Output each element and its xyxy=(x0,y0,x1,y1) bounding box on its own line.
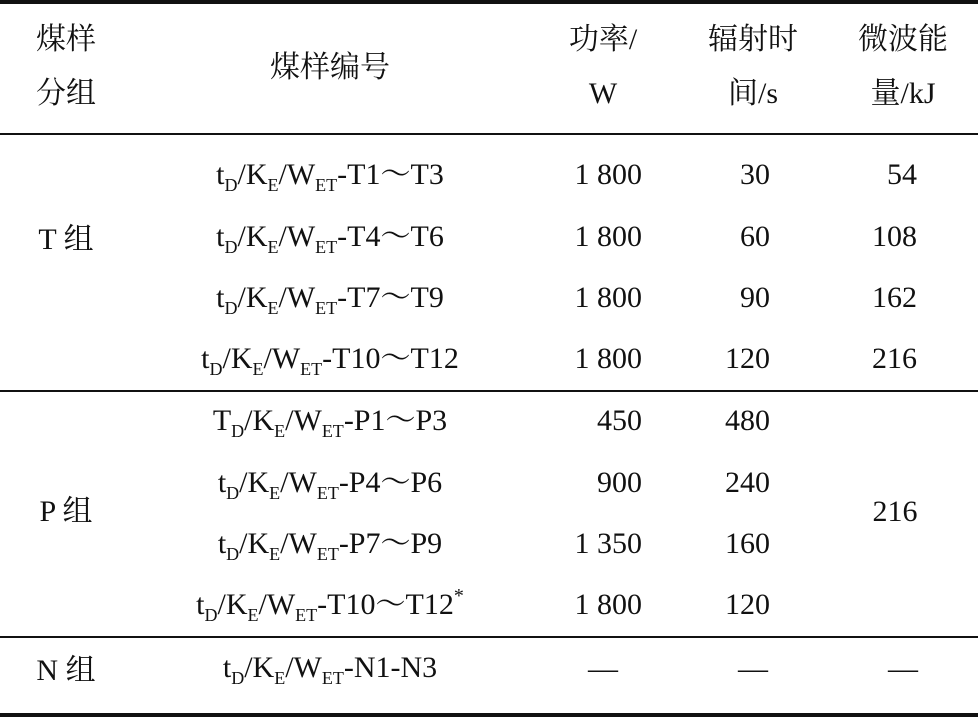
time-value: 60 xyxy=(740,220,770,253)
sample-code: $t_D/K_E/W_{ET}-N1-N3$ xyxy=(222,651,438,688)
power-value: 1 800 xyxy=(574,342,642,375)
header-line: 辐射时 xyxy=(708,23,798,56)
power-value: 1 800 xyxy=(574,281,642,314)
power-value: 1 800 xyxy=(574,220,642,253)
header-label: 煤样编号 xyxy=(270,51,390,84)
energy-value: 162 xyxy=(872,281,917,314)
header-line: 功率/ xyxy=(568,23,638,56)
sample-code: $t_D/K_E/W_{ET}-T10\sim T12$ xyxy=(201,342,459,379)
header-line: 分组 xyxy=(36,77,96,110)
table-section-divider xyxy=(0,636,978,638)
header-line: 间/s xyxy=(727,77,778,110)
header-line: 煤样 xyxy=(36,23,96,56)
time-value: 240 xyxy=(725,466,770,499)
sample-code: $t_D/K_E/W_{ET}-P4\sim P6$ xyxy=(217,466,443,503)
power-value: — xyxy=(588,652,618,685)
power-value: 450 xyxy=(597,404,642,437)
energy-value: 108 xyxy=(872,220,917,253)
sample-code: $t_D/K_E/W_{ET}-T4\sim T6$ xyxy=(216,220,444,257)
group-label-t: T 组 xyxy=(38,223,94,256)
sample-code: $T_D/K_E/W_{ET}-P1\sim P3$ xyxy=(212,404,448,441)
sample-code: $t_D/K_E/W_{ET}-P7\sim P9$ xyxy=(217,527,443,564)
header-line: 量/kJ xyxy=(870,77,936,110)
table-section-divider xyxy=(0,390,978,392)
table-header-rule xyxy=(0,133,978,135)
table-bottom-rule xyxy=(0,713,978,717)
header-line: 微波能 xyxy=(858,23,948,56)
header-line: W xyxy=(588,77,618,110)
sample-code: $t_D/K_E/W_{ET}-T10\sim T12^*$ xyxy=(196,585,464,625)
header-power xyxy=(569,25,637,109)
energy-value: 54 xyxy=(887,158,917,191)
sample-code: $t_D/K_E/W_{ET}-T1\sim T3$ xyxy=(216,158,444,195)
energy-value: — xyxy=(888,652,918,685)
time-value: — xyxy=(738,652,768,685)
energy-value: 216 xyxy=(872,342,917,375)
sample-code: $t_D/K_E/W_{ET}-T7\sim T9$ xyxy=(216,281,444,318)
power-value: 900 xyxy=(597,466,642,499)
time-value: 120 xyxy=(725,342,770,375)
group-label-p: P 组 xyxy=(39,495,93,528)
time-value: 120 xyxy=(725,588,770,621)
time-value: 480 xyxy=(725,404,770,437)
header-energy xyxy=(858,25,948,109)
p-group-energy-value: 216 xyxy=(872,495,918,528)
time-value: 160 xyxy=(725,527,770,560)
power-value: 1 350 xyxy=(574,527,642,560)
group-label-n: N 组 xyxy=(36,654,96,687)
time-value: 90 xyxy=(740,281,770,314)
power-value: 1 800 xyxy=(574,158,642,191)
header-time xyxy=(708,25,798,109)
header-sample xyxy=(270,53,390,83)
header-group xyxy=(36,25,96,109)
power-value: 1 800 xyxy=(574,588,642,621)
time-value: 30 xyxy=(740,158,770,191)
table-top-rule xyxy=(0,0,978,4)
